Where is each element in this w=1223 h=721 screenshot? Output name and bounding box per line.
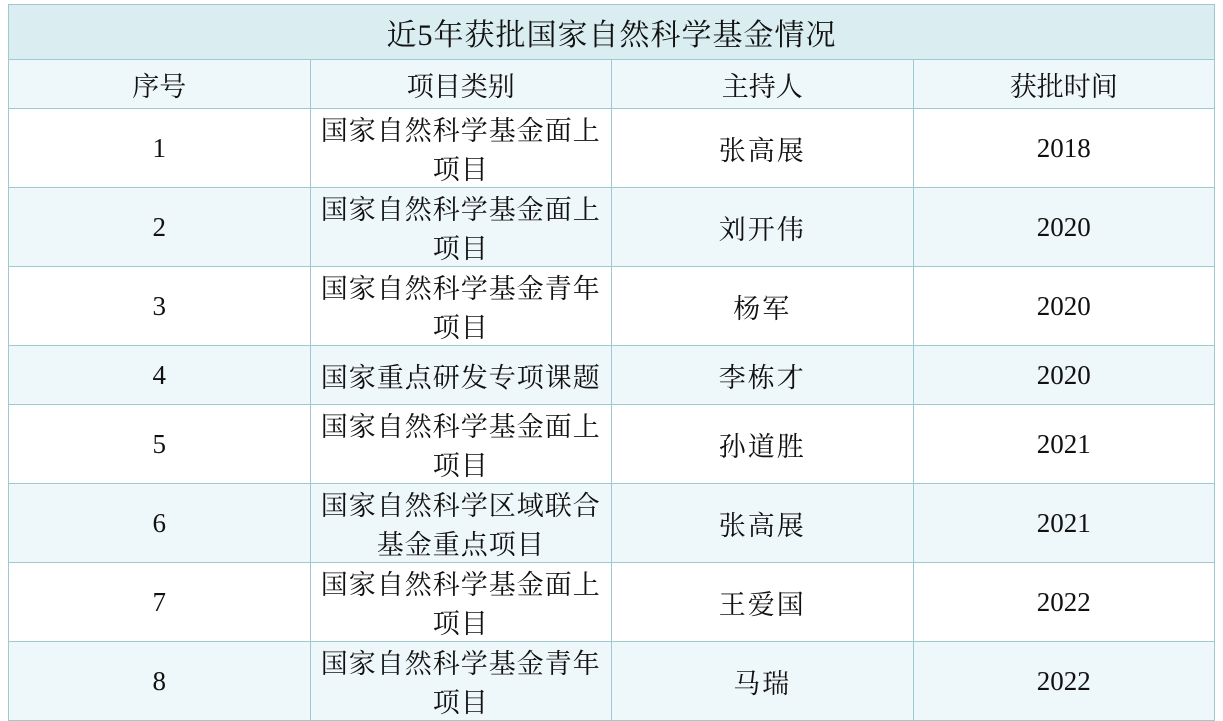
table-title-row xyxy=(9,5,1215,60)
cell-year: 2021 xyxy=(913,405,1215,484)
table-row xyxy=(9,563,1215,642)
cell-index: 2 xyxy=(9,188,311,267)
table-title: 近5年获批国家自然科学基金情况 xyxy=(9,5,1215,60)
cell-year: 2022 xyxy=(913,642,1215,721)
cell-index: 3 xyxy=(9,267,311,346)
cell-category: 国家自然科学基金面上项目 xyxy=(310,563,612,642)
table-header-row xyxy=(9,60,1215,109)
fund-table xyxy=(8,4,1215,721)
table-head xyxy=(9,5,1215,109)
cell-year: 2020 xyxy=(913,267,1215,346)
cell-owner: 张高展 xyxy=(612,484,914,563)
cell-year: 2020 xyxy=(913,346,1215,405)
cell-owner: 马瑞 xyxy=(612,642,914,721)
cell-category: 国家自然科学基金青年项目 xyxy=(310,642,612,721)
table-row xyxy=(9,109,1215,188)
cell-index: 7 xyxy=(9,563,311,642)
cell-owner: 杨军 xyxy=(612,267,914,346)
cell-year: 2018 xyxy=(913,109,1215,188)
column-header-owner: 主持人 xyxy=(612,60,914,109)
column-header-category: 项目类别 xyxy=(310,60,612,109)
cell-year: 2021 xyxy=(913,484,1215,563)
table-row xyxy=(9,188,1215,267)
cell-owner: 张高展 xyxy=(612,109,914,188)
cell-index: 8 xyxy=(9,642,311,721)
table-row xyxy=(9,346,1215,405)
cell-category: 国家重点研发专项课题 xyxy=(310,346,612,405)
cell-category: 国家自然科学基金面上项目 xyxy=(310,109,612,188)
cell-index: 4 xyxy=(9,346,311,405)
table-row xyxy=(9,484,1215,563)
cell-category: 国家自然科学区域联合基金重点项目 xyxy=(310,484,612,563)
cell-year: 2020 xyxy=(913,188,1215,267)
cell-owner: 刘开伟 xyxy=(612,188,914,267)
cell-category: 国家自然科学基金青年项目 xyxy=(310,267,612,346)
cell-index: 5 xyxy=(9,405,311,484)
table-row xyxy=(9,267,1215,346)
table-row xyxy=(9,642,1215,721)
cell-index: 1 xyxy=(9,109,311,188)
column-header-year: 获批时间 xyxy=(913,60,1215,109)
cell-index: 6 xyxy=(9,484,311,563)
cell-owner: 李栋才 xyxy=(612,346,914,405)
cell-year: 2022 xyxy=(913,563,1215,642)
cell-category: 国家自然科学基金面上项目 xyxy=(310,188,612,267)
table-row xyxy=(9,405,1215,484)
cell-owner: 孙道胜 xyxy=(612,405,914,484)
column-header-index: 序号 xyxy=(9,60,311,109)
cell-owner: 王爱国 xyxy=(612,563,914,642)
cell-category: 国家自然科学基金面上项目 xyxy=(310,405,612,484)
